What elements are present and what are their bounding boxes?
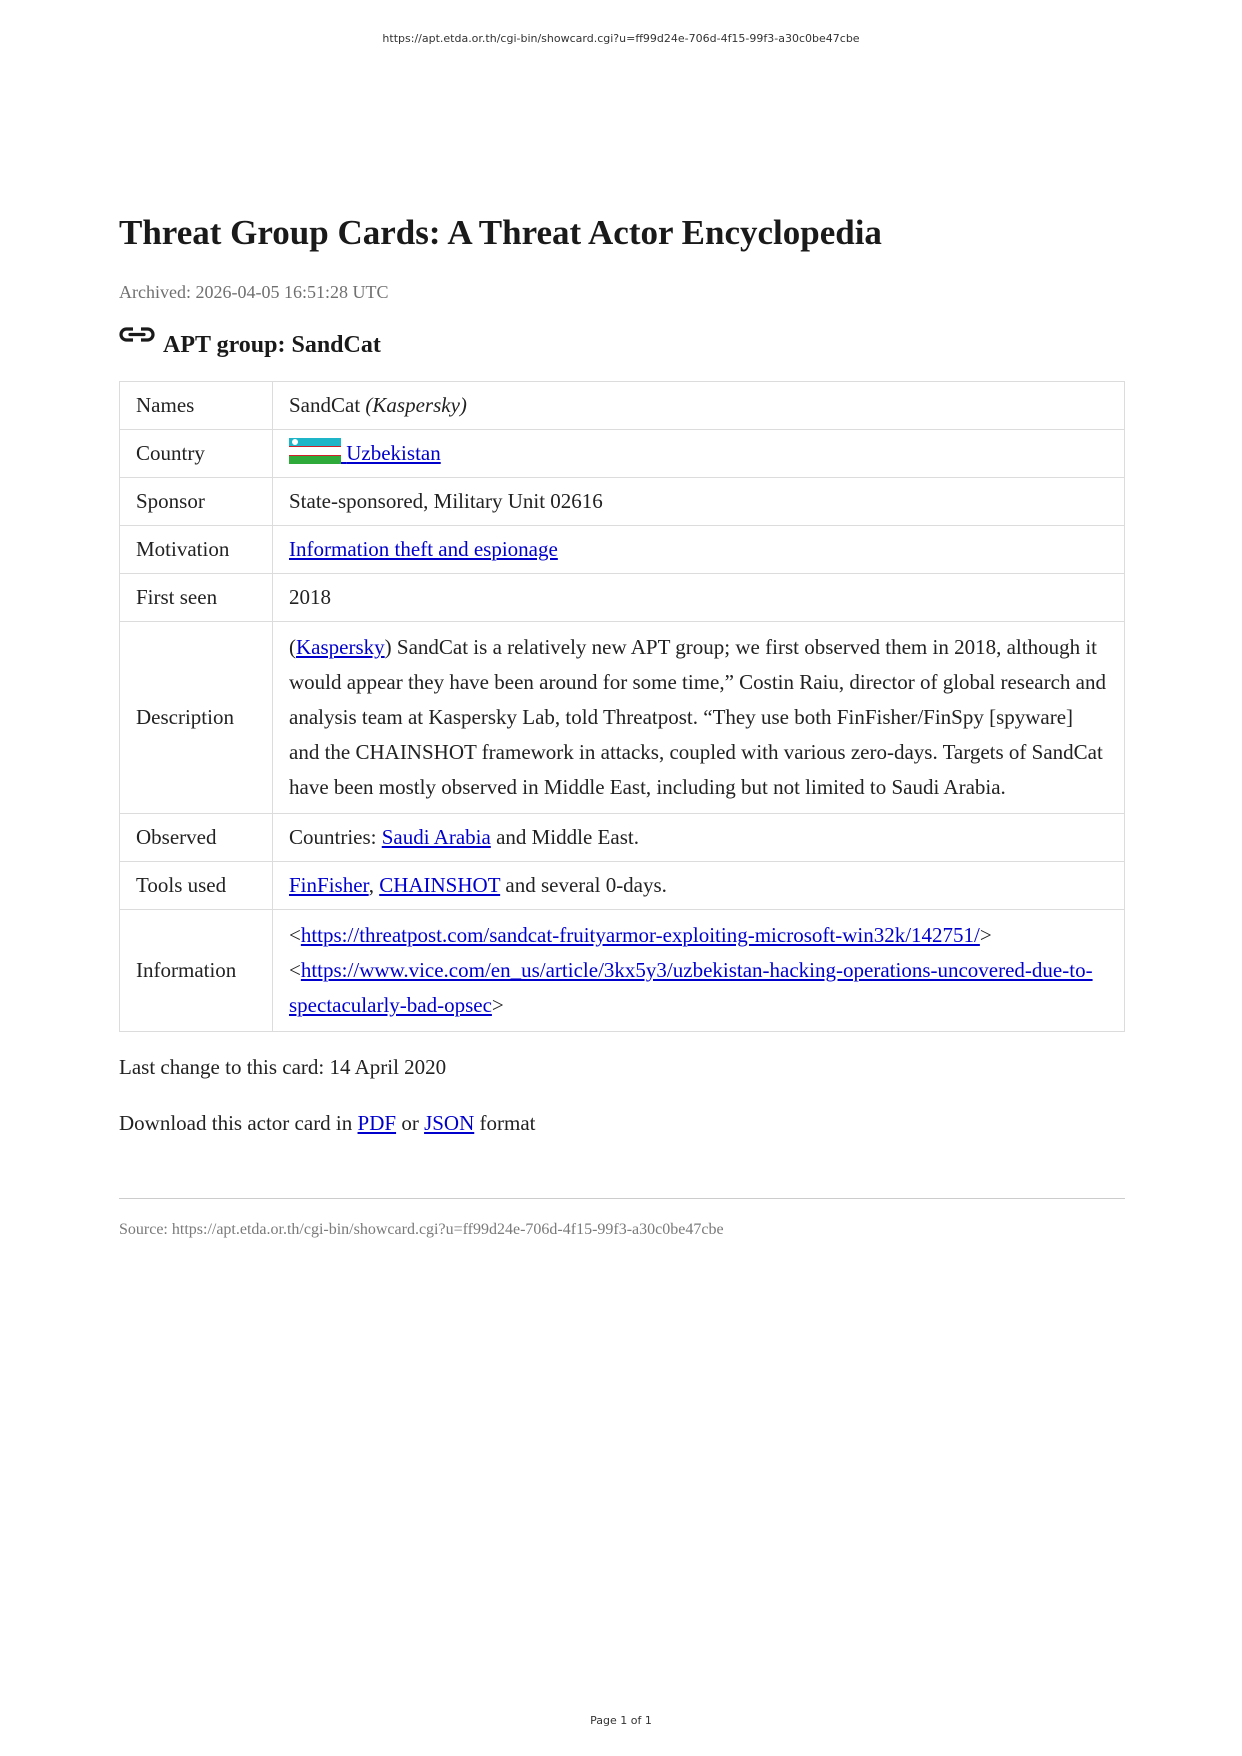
card-content <box>119 210 1125 1239</box>
sponsor-label: Sponsor <box>120 478 273 526</box>
chainshot-link[interactable]: CHAINSHOT <box>379 873 501 897</box>
info-lt-2: < <box>289 958 301 982</box>
description-text: ) SandCat is a relatively new APT group; we first observed them in 2018, although it would appear they have been around for some time,” Costin Raiu, director of global research and analysis team at Kaspersky Lab, told Threatpost. “They use both FinFisher/FinSpy [spyware] and the CHAINSHOT framework in attacks, coupled with various zero-days. Targets of SandCat have been mostly observed in Middle East, including but not limited to Saudi Arabia. <box>289 635 1106 799</box>
threatpost-link[interactable]: https://threatpost.com/sandcat-fruityarmor-exploiting-microsoft-win32k/142751/ <box>300 923 980 947</box>
divider <box>119 1198 1125 1199</box>
link-icon[interactable] <box>119 321 155 349</box>
page-url-header: https://apt.etda.or.th/cgi-bin/showcard.cgi?u=ff99d24e-706d-4f15-99f3-a30c0be47cbe <box>382 32 860 45</box>
row-names <box>120 382 1125 430</box>
kaspersky-link[interactable]: Kaspersky <box>296 635 385 659</box>
tools-suffix: and several 0-days. <box>500 873 667 897</box>
info-gt-1: > <box>979 923 992 947</box>
group-heading <box>119 329 1125 361</box>
observed-prefix: Countries: <box>289 825 382 849</box>
download-or: or <box>396 1111 425 1135</box>
last-change: Last change to this card: 14 April 2020 <box>119 1055 447 1079</box>
download-prefix: Download this actor card in <box>119 1111 358 1135</box>
source-line: Source: https://apt.etda.or.th/cgi-bin/showcard.cgi?u=ff99d24e-706d-4f15-99f3-a30c0be47cbe <box>119 1221 724 1238</box>
description-open-paren: ( <box>289 635 296 659</box>
row-country <box>120 430 1125 478</box>
country-link[interactable] <box>289 441 441 465</box>
names-label: Names <box>120 382 273 430</box>
row-information <box>120 910 1125 1032</box>
tools-value <box>273 862 1125 910</box>
json-link[interactable]: JSON <box>424 1111 475 1135</box>
sponsor-value: State-sponsored, Military Unit 02616 <box>273 478 1125 526</box>
tools-label: Tools used <box>120 862 273 910</box>
country-link-text: Uzbekistan <box>346 441 441 465</box>
saudi-arabia-link[interactable]: Saudi Arabia <box>381 825 491 849</box>
row-sponsor <box>120 478 1125 526</box>
information-label: Information <box>120 910 273 1032</box>
finfisher-link[interactable]: FinFisher <box>289 873 369 897</box>
names-value <box>273 382 1125 430</box>
first-seen-label: First seen <box>120 574 273 622</box>
archived-timestamp: Archived: 2026-04-05 16:51:28 UTC <box>119 282 389 302</box>
vice-link[interactable]: https://www.vice.com/en_us/article/3kx5y3/uzbekistan-hacking-operations-uncovered-due-to-spectacularly-bad-opsec <box>289 958 1093 1017</box>
information-value <box>273 910 1125 1032</box>
tools-separator: , <box>368 873 380 897</box>
download-line <box>119 1108 1125 1138</box>
description-label: Description <box>120 622 273 814</box>
page-title: Threat Group Cards: A Threat Actor Encyclopedia <box>119 213 882 252</box>
motivation-link[interactable]: Information theft and espionage <box>289 537 558 561</box>
observed-suffix: and Middle East. <box>490 825 639 849</box>
row-tools <box>120 862 1125 910</box>
row-motivation <box>120 526 1125 574</box>
card-footer <box>119 1052 1125 1138</box>
observed-value <box>273 814 1125 862</box>
page-number: Page 1 of 1 <box>590 1714 652 1727</box>
group-name: APT group: SandCat <box>163 332 381 358</box>
country-label: Country <box>120 430 273 478</box>
actor-card-table <box>119 381 1125 1032</box>
observed-label: Observed <box>120 814 273 862</box>
uzbekistan-flag-icon <box>289 438 341 464</box>
country-value <box>273 430 1125 478</box>
info-lt-1: < <box>289 923 301 947</box>
row-description <box>120 622 1125 814</box>
motivation-value <box>273 526 1125 574</box>
row-first-seen <box>120 574 1125 622</box>
row-observed <box>120 814 1125 862</box>
pdf-link[interactable]: PDF <box>357 1111 397 1135</box>
info-gt-2: > <box>491 993 504 1017</box>
name-source: (Kaspersky) <box>365 393 467 417</box>
description-value <box>273 622 1125 814</box>
download-suffix: format <box>474 1111 536 1135</box>
group-name-value: SandCat <box>289 393 361 417</box>
first-seen-value: 2018 <box>273 574 1125 622</box>
motivation-label: Motivation <box>120 526 273 574</box>
